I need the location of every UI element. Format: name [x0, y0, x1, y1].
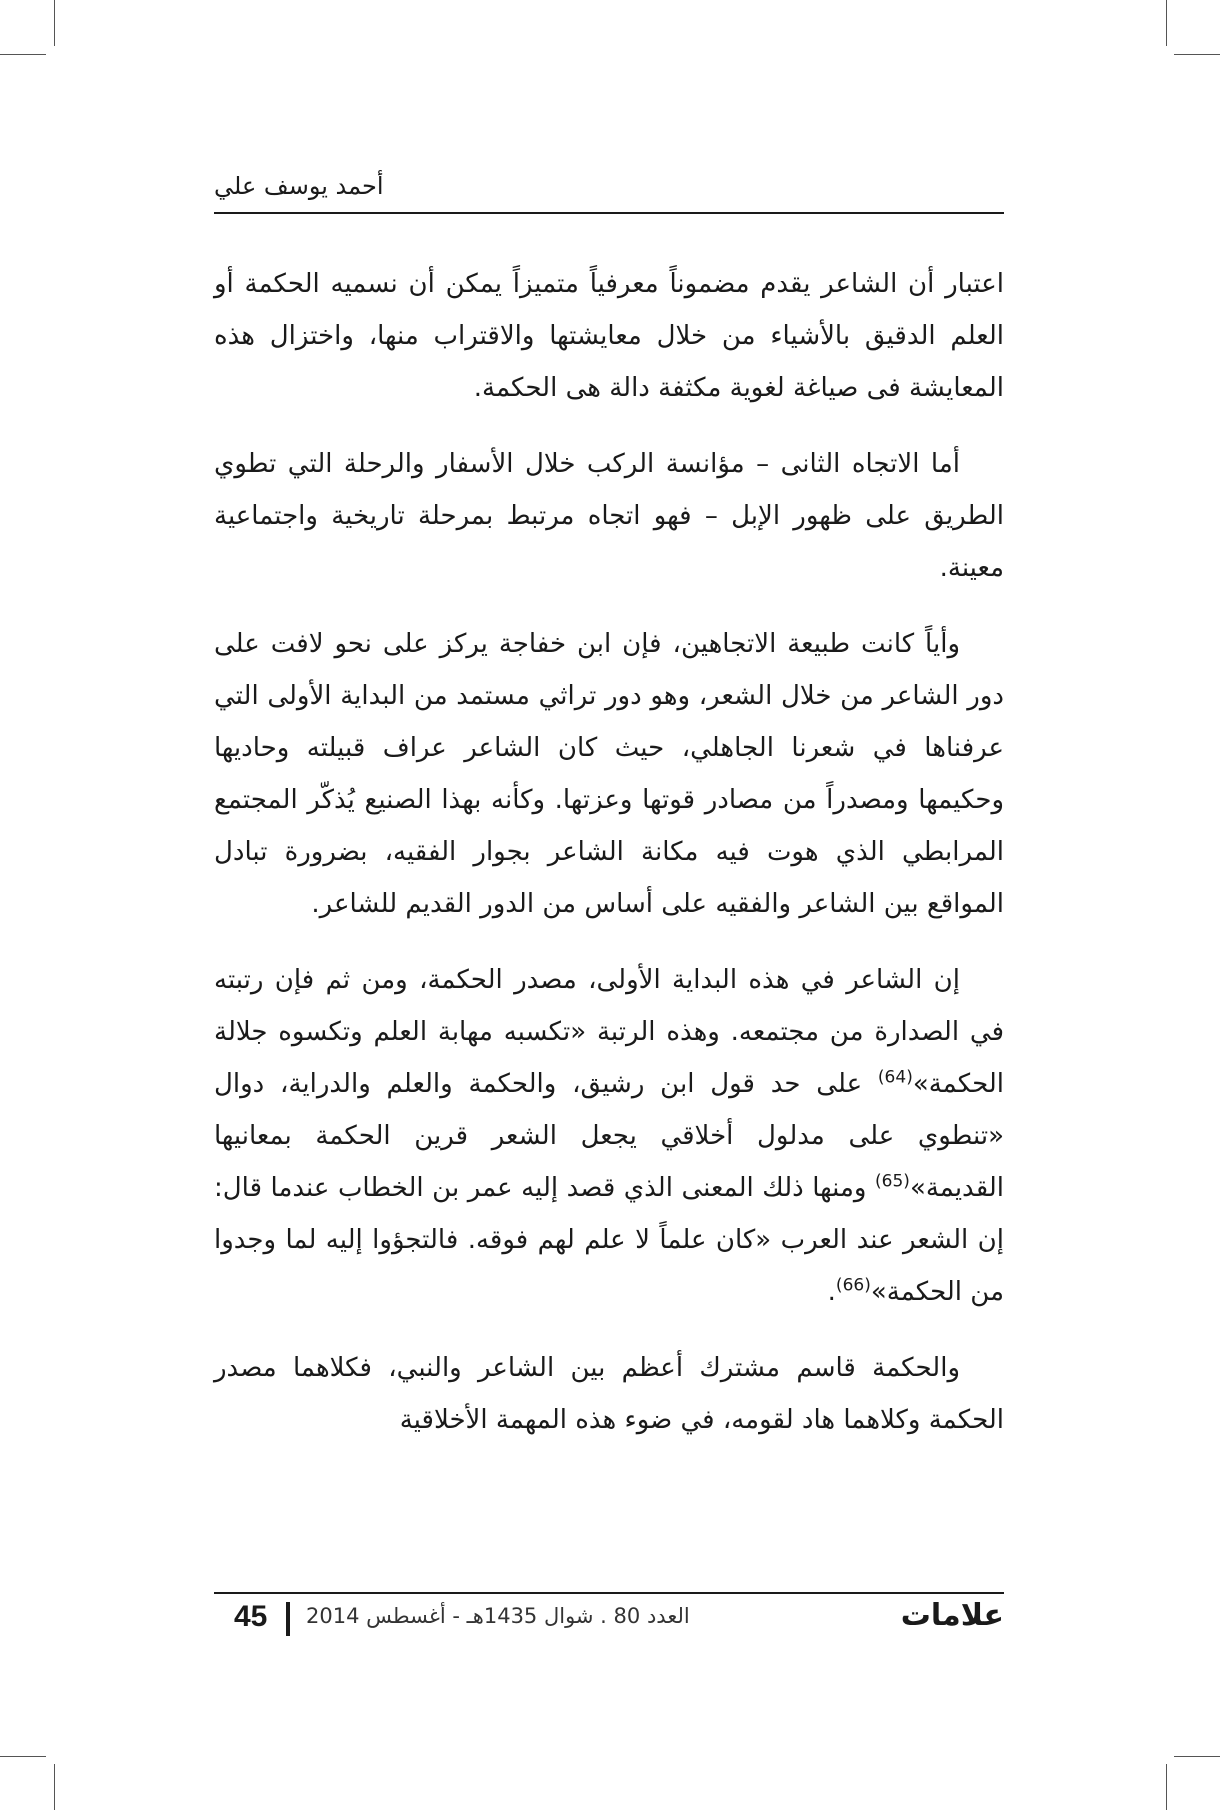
crop-mark — [1174, 54, 1220, 55]
crop-mark — [0, 54, 46, 55]
paragraph: والحكمة قاسم مشترك أعظم بين الشاعر والنبي، فكلاهما مصدر الحكمة وكلاهما هاد لقومه، في ضوء هذه المهمة الأخلاقية — [214, 1353, 1004, 1435]
journal-logo: علامات — [900, 1598, 1004, 1633]
crop-mark — [54, 0, 55, 46]
crop-mark — [0, 1756, 46, 1757]
header-rule — [214, 212, 1004, 214]
footnote-ref-66: (66) — [835, 1275, 871, 1296]
crop-mark — [1166, 0, 1167, 46]
issue-info: العدد 80 . شوال 1435هـ - أغسطس 2014 — [306, 1604, 690, 1628]
page-number: 45 — [234, 1600, 268, 1633]
crop-mark — [54, 1764, 55, 1810]
footer-rule — [214, 1592, 1004, 1594]
paragraph: وأياً كانت طبيعة الاتجاهين، فإن ابن خفاجة يركز على نحو لافت على دور الشاعر من خلال الشعر، وهو دور تراثي مستمد من البداية الأولى التي عرفناها في شعرنا الجاهلي، حيث كان الشاعر عراف قبيلته وحاديها وحكيمها ومصدراً من مصادر قوتها وعزتها. وكأنه بهذا الصنيع يُذكّر المجتمع المرابطي الذي هوت فيه مكانة الشاعر بجوار الفقيه، بضرورة تبادل المواقع بين الشاعر والفقيه على أساس من الدور القديم للشاعر. — [214, 629, 1004, 919]
paragraph-text: . — [827, 1277, 836, 1307]
footer-separator — [286, 1602, 290, 1636]
page-footer — [214, 1600, 1004, 1640]
footnote-ref-64: (64) — [877, 1067, 913, 1088]
paragraph: أما الاتجاه الثانى – مؤانسة الركب خلال الأسفار والرحلة التي تطوي الطريق على ظهور الإبل – فهو اتجاه مرتبط بمرحلة تاريخية واجتماعية معينة. — [214, 449, 1004, 583]
running-header-author: أحمد يوسف علي — [214, 172, 384, 200]
paragraph-text: على حد قول ابن رشيق، والحكمة والعلم والدراية، دوال «تنطوي على مدلول أخلاقي يجعل الشعر قرين الحكمة بمعانيها القديمة» — [214, 1069, 1004, 1203]
paragraph — [214, 954, 1004, 1318]
paragraph-text: إن الشاعر في هذه البداية الأولى، مصدر الحكمة، ومن ثم فإن رتبته في الصدارة من مجتمعه. وهذه الرتبة «تكسبه مهابة العلم وتكسوه جلالة الحكمة» — [214, 965, 1004, 1099]
footnote-ref-65: (65) — [875, 1171, 910, 1192]
paragraph: اعتبار أن الشاعر يقدم مضموناً معرفياً متميزاً يمكن أن نسميه الحكمة أو العلم الدقيق بالأشياء من خلال معايشتها والاقتراب منها، واختزال هذه المعايشة فى صياغة لغوية مكثفة دالة هى الحكمة. — [214, 269, 1004, 403]
crop-mark — [1166, 1764, 1167, 1810]
article-body — [214, 258, 1004, 1470]
paragraph-text: ومنها ذلك المعنى الذي قصد إليه عمر بن الخطاب عندما قال: إن الشعر عند العرب «كان علماً لا علم لهم فوقه. فالتجؤوا إليه لما وجدوا من الحكمة» — [214, 1173, 1004, 1307]
crop-mark — [1174, 1756, 1220, 1757]
